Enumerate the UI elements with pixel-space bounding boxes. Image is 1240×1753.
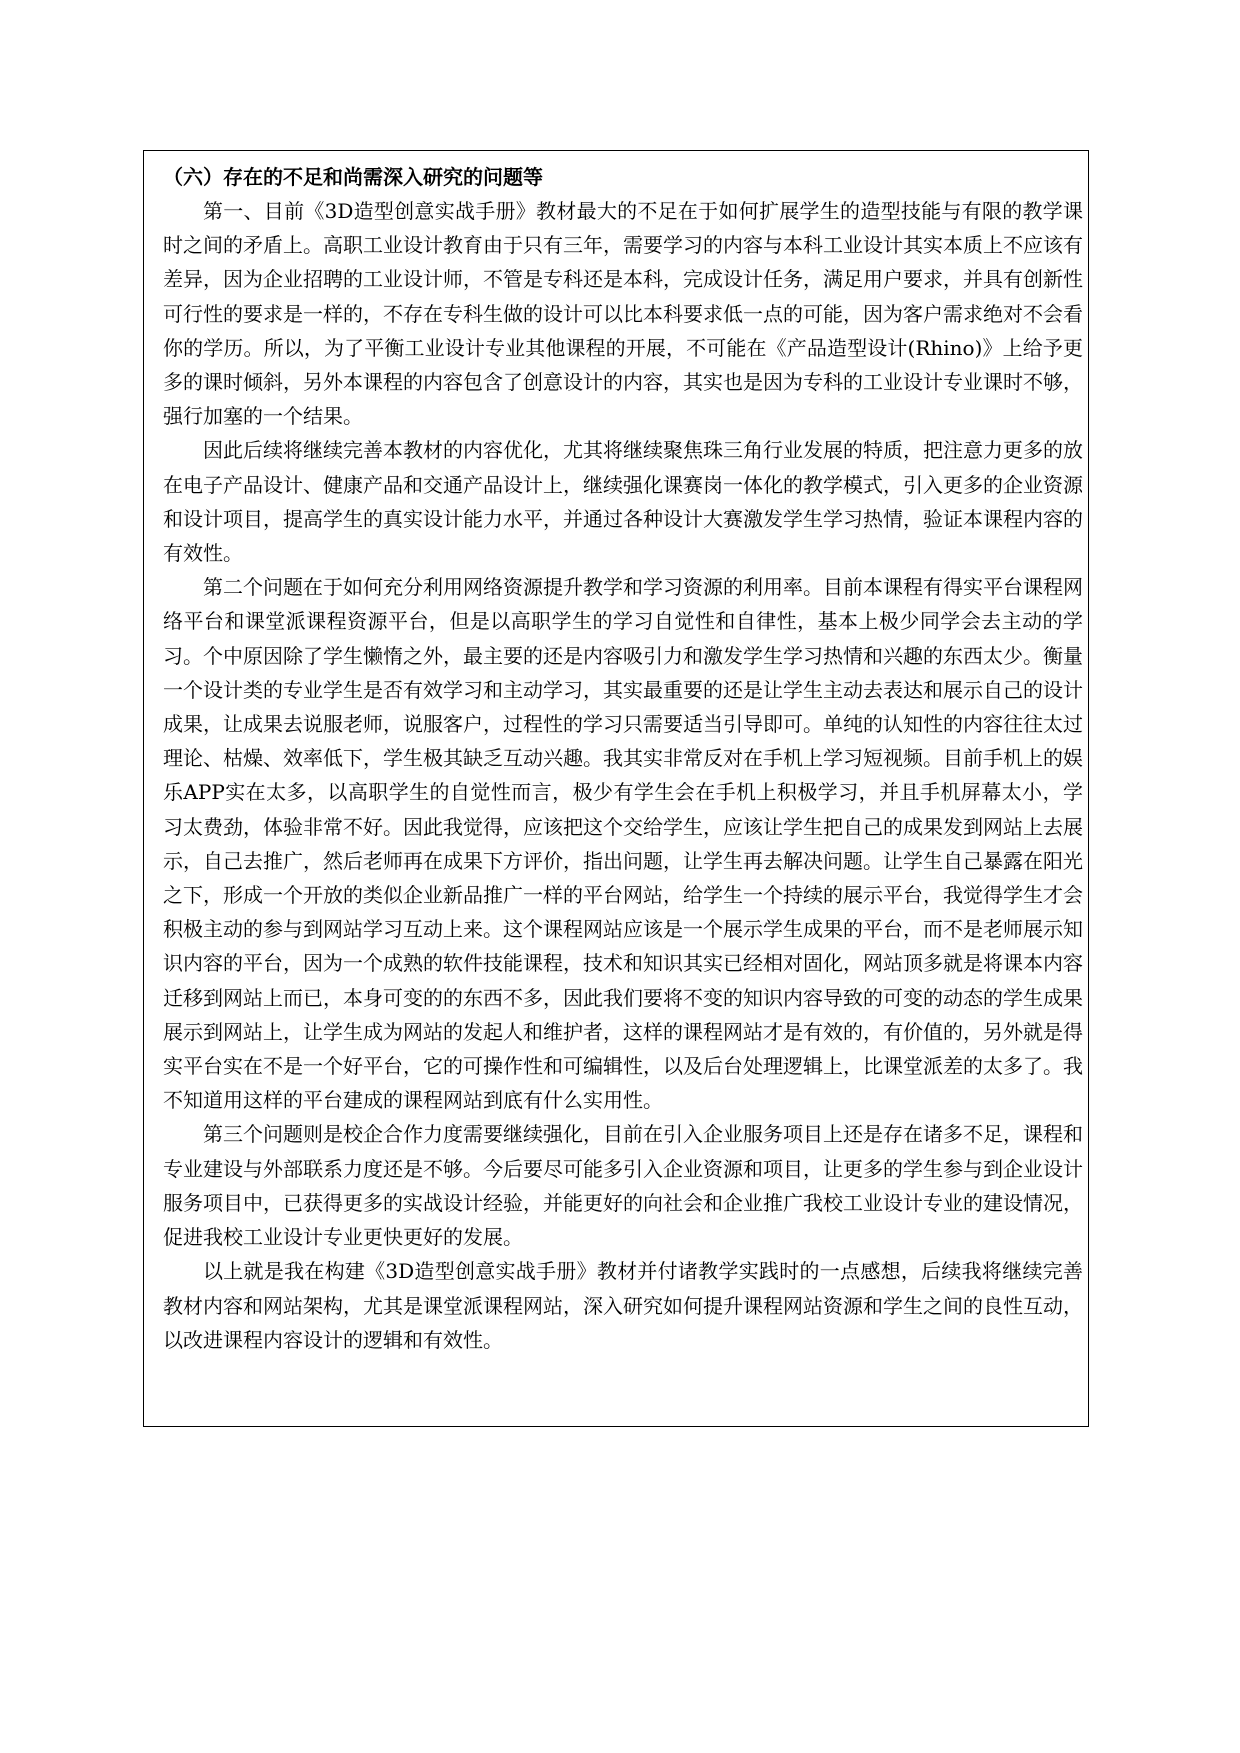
paragraph-network-resources: 第二个问题在于如何充分利用网络资源提升教学和学习资源的利用率。目前本课程有得实平台课程网络平台和课堂派课程资源平台，但是以高职学生的学习自觉性和自律性，基本上极少同学会去主动的学习。个中原因除了学生懒惰之外，最主要的还是内容吸引力和激发学生学习热情和兴趣的东西太少。衡量一个设计类的专业学生是否有效学习和主动学习，其实最重要的还是让学生主动去表达和展示自己的设计成果，让成果去说服老师，说服客户，过程性的学习只需要适当引导即可。单纯的认知性的内容往往太过理论、枯燥、效率低下，学生极其缺乏互动兴趣。我其实非常反对在手机上学习短视频。目前手机上的娱乐APP实在太多，以高职学生的自觉性而言，极少有学生会在手机上积极学习，并且手机屏幕太小，学习太费劲，体验非常不好。因此我觉得，应该把这个交给学生，应该让学生把自己的成果发到网站上去展示，自己去推广，然后老师再在成果下方评价，指出问题，让学生再去解决问题。让学生自己暴露在阳光之下，形成一个开放的类似企业新品推广一样的平台网站，给学生一个持续的展示平台，我觉得学生才会积极主动的参与到网站学习互动上来。这个课程网站应该是一个展示学生成果的平台，而不是老师展示知识内容的平台，因为一个成熟的软件技能课程，技术和知识其实已经相对固化，网站顶多就是将课本内容迁移到网站上而已，本身可变的的东西不多，因此我们要将不变的知识内容导致的可变的动态的学生成果展示到网站上，让学生成为网站的发起人和维护者，这样的课程网站才是有效的，有价值的，另外就是得实平台实在不是一个好平台，它的可操作性和可编辑性，以及后台处理逻辑上，比课堂派差的太多了。我不知道用这样的平台建成的课程网站到底有什么实用性。	[163, 575, 1083, 1113]
paragraph-school-enterprise: 第三个问题则是校企合作力度需要继续强化，目前在引入企业服务项目上还是存在诸多不足，课程和专业建设与外部联系力度还是不够。今后要尽可能多引入企业资源和项目，让更多的学生参与到企业设计服务项目中，已获得更多的实战设计经验，并能更好的向社会和企业推广我校工业设计专业的建设情况，促进我校工业设计专业更快更好的发展。	[163, 1122, 1083, 1250]
section-heading: （六）存在的不足和尚需深入研究的问题等	[163, 165, 543, 189]
paragraph-future-optimization: 因此后续将继续完善本教材的内容优化，尤其将继续聚焦珠三角行业发展的特质，把注意力更多的放在电子产品设计、健康产品和交通产品设计上，继续强化课赛岗一体化的教学模式，引入更多的企业资源和设计项目，提高学生的真实设计能力水平，并通过各种设计大赛激发学生学习热情，验证本课程内容的有效性。	[163, 438, 1083, 566]
section-content	[163, 160, 1083, 1357]
paragraph-conclusion: 以上就是我在构建《3D造型创意实战手册》教材并付诸教学实践时的一点感想，后续我将继续完善教材内容和网站架构，尤其是课堂派课程网站，深入研究如何提升课程网站资源和学生之间的良性互动，以改进课程内容设计的逻辑和有效性。	[163, 1259, 1083, 1352]
paragraph-textbook-shortcoming: 第一、目前《3D造型创意实战手册》教材最大的不足在于如何扩展学生的造型技能与有限的教学课时之间的矛盾上。高职工业设计教育由于只有三年，需要学习的内容与本科工业设计其实本质上不应该有差异，因为企业招聘的工业设计师，不管是专科还是本科，完成设计任务，满足用户要求，并具有创新性可行性的要求是一样的，不存在专科生做的设计可以比本科要求低一点的可能，因为客户需求绝对不会看你的学历。所以，为了平衡工业设计专业其他课程的开展，不可能在《产品造型设计(Rhino)》上给予更多的课时倾斜，另外本课程的内容包含了创意设计的内容，其实也是因为专科的工业设计专业课时不够，强行加塞的一个结果。	[163, 199, 1083, 429]
